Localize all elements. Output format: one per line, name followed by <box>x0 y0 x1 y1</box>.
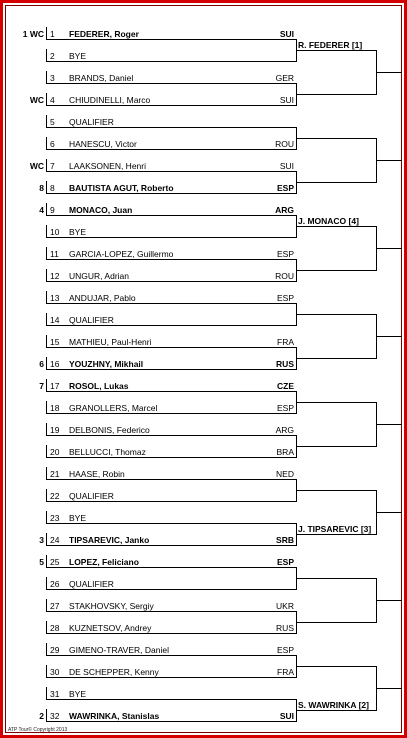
country-code: CZE <box>277 381 294 391</box>
row-divider <box>46 511 47 524</box>
first-round-line <box>46 545 296 546</box>
second-round-line <box>296 622 376 623</box>
country-code: UKR <box>276 601 294 611</box>
draw-position-number: 12 <box>50 271 60 281</box>
row-divider <box>46 49 47 62</box>
row-divider <box>46 115 47 128</box>
seed-label: 6 <box>39 359 44 369</box>
player-name: LOPEZ, Feliciano <box>69 557 139 567</box>
country-code: SUI <box>279 711 294 721</box>
draw-position-number: 19 <box>50 425 60 435</box>
player-name: BYE <box>69 689 87 699</box>
draw-position-number: 28 <box>50 623 60 633</box>
country-code: ROU <box>275 139 294 149</box>
row-divider <box>46 533 47 546</box>
country-code: BRA <box>276 447 294 457</box>
first-round-line <box>46 61 296 62</box>
player-name: FEDERER, Roger <box>69 29 139 39</box>
country-code: SUI <box>279 161 294 171</box>
draw-position-number: 14 <box>50 315 60 325</box>
third-round-line <box>376 336 402 337</box>
second-round-line <box>296 666 376 667</box>
first-round-line <box>46 611 296 612</box>
first-round-line <box>46 413 296 414</box>
seed-label: 5 <box>39 557 44 567</box>
second-round-line <box>296 182 376 183</box>
first-round-line <box>46 721 296 722</box>
row-divider <box>46 621 47 634</box>
country-code: ESP <box>276 183 294 193</box>
row-divider <box>46 181 47 194</box>
player-name: BELLUCCI, Thomaz <box>69 447 146 457</box>
draw-position-number: 10 <box>50 227 60 237</box>
row-divider <box>46 555 47 568</box>
row-divider <box>46 401 47 414</box>
player-name: BAUTISTA AGUT, Roberto <box>69 183 174 193</box>
first-round-line <box>46 303 296 304</box>
third-round-line <box>376 248 402 249</box>
first-round-line <box>46 237 296 238</box>
draw-position-number: 25 <box>50 557 60 567</box>
country-code: SUI <box>279 95 294 105</box>
player-name: LAAKSONEN, Henri <box>69 161 146 171</box>
first-round-line <box>46 699 296 700</box>
second-round-line <box>296 50 376 51</box>
row-divider <box>46 225 47 238</box>
player-name: BYE <box>69 227 87 237</box>
row-divider <box>46 159 47 172</box>
first-round-line <box>46 215 296 216</box>
row-divider <box>46 71 47 84</box>
row-divider <box>46 445 47 458</box>
player-name: ROSOL, Lukas <box>69 381 129 391</box>
draw-position-number: 11 <box>50 249 59 259</box>
third-round-line <box>376 72 402 73</box>
first-round-line <box>46 523 296 524</box>
player-name: HAASE, Robin <box>69 469 125 479</box>
row-divider <box>46 599 47 612</box>
third-round-line <box>376 424 402 425</box>
country-code: ARG <box>275 205 294 215</box>
second-round-line <box>296 138 376 139</box>
player-name: BRANDS, Daniel <box>69 73 134 83</box>
player-name: YOUZHNY, Mikhail <box>69 359 144 369</box>
draw-position-number: 23 <box>50 513 60 523</box>
seed-label: 2 <box>39 711 44 721</box>
draw-position-number: 31 <box>50 689 60 699</box>
country-code: RUS <box>276 623 294 633</box>
draw-position-number: 5 <box>50 117 55 127</box>
player-name: TIPSAREVIC, Janko <box>69 535 150 545</box>
player-name: ANDUJAR, Pablo <box>69 293 136 303</box>
country-code: ESP <box>276 249 294 259</box>
player-name: DE SCHEPPER, Kenny <box>69 667 159 677</box>
third-round-line <box>376 160 402 161</box>
first-round-line <box>46 655 296 656</box>
row-divider <box>46 577 47 590</box>
row-divider <box>46 489 47 502</box>
row-divider <box>46 93 47 106</box>
country-code: RUS <box>276 359 294 369</box>
seed-label: WC <box>29 161 44 171</box>
draw-position-number: 6 <box>50 139 55 149</box>
row-divider <box>46 379 47 392</box>
draw-position-number: 24 <box>50 535 60 545</box>
player-name: KUZNETSOV, Andrey <box>69 623 152 633</box>
player-name: GARCIA-LOPEZ, Guillermo <box>69 249 174 259</box>
first-round-line <box>46 325 296 326</box>
player-name: MONACO, Juan <box>69 205 133 215</box>
draw-position-number: 16 <box>50 359 60 369</box>
first-round-line <box>46 347 296 348</box>
country-code: FRA <box>277 337 294 347</box>
seed-label: 3 <box>39 535 44 545</box>
advancer-name: J. MONACO [4] <box>298 216 359 226</box>
row-divider <box>46 357 47 370</box>
country-code: SUI <box>279 29 294 39</box>
copyright-note: ATP Tour© Copyright 2013 <box>8 727 68 733</box>
player-name: BYE <box>69 51 87 61</box>
first-round-line <box>46 677 296 678</box>
first-round-line <box>46 501 296 502</box>
draw-position-number: 7 <box>50 161 55 171</box>
draw-position-number: 27 <box>50 601 60 611</box>
seed-label: 7 <box>39 381 44 391</box>
first-round-line <box>46 369 296 370</box>
player-name: QUALIFIER <box>69 315 114 325</box>
second-round-line <box>296 578 376 579</box>
third-round-line <box>376 688 402 689</box>
second-round-line <box>296 226 376 227</box>
player-name: UNGUR, Adrian <box>69 271 129 281</box>
country-code: ESP <box>276 645 294 655</box>
draw-position-number: 8 <box>50 183 55 193</box>
draw-position-number: 30 <box>50 667 60 677</box>
first-round-line <box>46 457 296 458</box>
first-round-line <box>46 567 296 568</box>
row-divider <box>46 247 47 260</box>
first-round-line <box>46 127 296 128</box>
first-round-line <box>46 105 296 106</box>
country-code: ESP <box>276 293 294 303</box>
row-divider <box>46 137 47 150</box>
row-divider <box>46 27 47 40</box>
draw-position-number: 1 <box>50 29 55 39</box>
draw-position-number: 29 <box>50 645 60 655</box>
third-round-line <box>376 600 402 601</box>
row-divider <box>46 269 47 282</box>
row-divider <box>46 665 47 678</box>
first-round-line <box>46 479 296 480</box>
country-code: FRA <box>277 667 294 677</box>
player-name: CHIUDINELLI, Marco <box>69 95 151 105</box>
row-divider <box>46 709 47 722</box>
draw-position-number: 15 <box>50 337 60 347</box>
draw-position-number: 4 <box>50 95 55 105</box>
first-round-line <box>46 149 296 150</box>
country-code: ESP <box>276 403 294 413</box>
player-name: QUALIFIER <box>69 491 114 501</box>
draw-position-number: 22 <box>50 491 60 501</box>
first-round-line <box>46 435 296 436</box>
country-code: SRB <box>276 535 294 545</box>
row-divider <box>46 467 47 480</box>
row-divider <box>46 313 47 326</box>
second-round-line <box>296 446 376 447</box>
row-divider <box>46 643 47 656</box>
player-name: DELBONIS, Federico <box>69 425 150 435</box>
player-name: HANESCU, Victor <box>69 139 137 149</box>
draw-position-number: 32 <box>50 711 60 721</box>
player-name: QUALIFIER <box>69 579 114 589</box>
second-round-line <box>296 314 376 315</box>
second-round-line <box>296 710 376 711</box>
first-round-line <box>46 171 296 172</box>
first-round-line <box>46 83 296 84</box>
draw-position-number: 13 <box>50 293 60 303</box>
row-divider <box>46 291 47 304</box>
player-name: QUALIFIER <box>69 117 114 127</box>
player-name: BYE <box>69 513 87 523</box>
draw-position-number: 9 <box>50 205 55 215</box>
country-code: ROU <box>275 271 294 281</box>
second-round-line <box>296 402 376 403</box>
player-name: STAKHOVSKY, Sergiy <box>69 601 154 611</box>
row-divider <box>46 687 47 700</box>
first-round-line <box>46 39 296 40</box>
player-name: WAWRINKA, Stanislas <box>69 711 160 721</box>
draw-position-number: 21 <box>50 469 60 479</box>
second-round-line <box>296 534 376 535</box>
country-code: ARG <box>275 425 294 435</box>
draw-position-number: 18 <box>50 403 60 413</box>
first-round-line <box>46 589 296 590</box>
advancer-name: R. FEDERER [1] <box>298 40 363 50</box>
country-code: GER <box>275 73 294 83</box>
country-code: NED <box>276 469 294 479</box>
row-divider <box>46 423 47 436</box>
second-round-line <box>296 358 376 359</box>
first-round-line <box>46 259 296 260</box>
second-round-line <box>296 490 376 491</box>
second-round-line <box>296 94 376 95</box>
second-round-line <box>296 270 376 271</box>
draw-position-number: 20 <box>50 447 60 457</box>
player-name: GRANOLLERS, Marcel <box>69 403 158 413</box>
country-code: ESP <box>276 557 294 567</box>
player-name: GIMENO-TRAVER, Daniel <box>69 645 169 655</box>
third-round-line <box>376 512 402 513</box>
seed-label: 4 <box>39 205 44 215</box>
draw-position-number: 3 <box>50 73 55 83</box>
first-round-line <box>46 281 296 282</box>
first-round-line <box>46 633 296 634</box>
advancer-name: J. TIPSAREVIC [3] <box>298 524 372 534</box>
draw-position-number: 2 <box>50 51 55 61</box>
seed-label: 8 <box>39 183 44 193</box>
first-round-line <box>46 391 296 392</box>
row-divider <box>46 203 47 216</box>
row-divider <box>46 335 47 348</box>
draw-position-number: 17 <box>50 381 60 391</box>
seed-label: WC <box>29 95 44 105</box>
first-round-line <box>46 193 296 194</box>
player-name: MATHIEU, Paul-Henri <box>69 337 152 347</box>
advancer-name: S. WAWRINKA [2] <box>298 700 369 710</box>
seed-label: 1 WC <box>22 29 44 39</box>
draw-position-number: 26 <box>50 579 60 589</box>
